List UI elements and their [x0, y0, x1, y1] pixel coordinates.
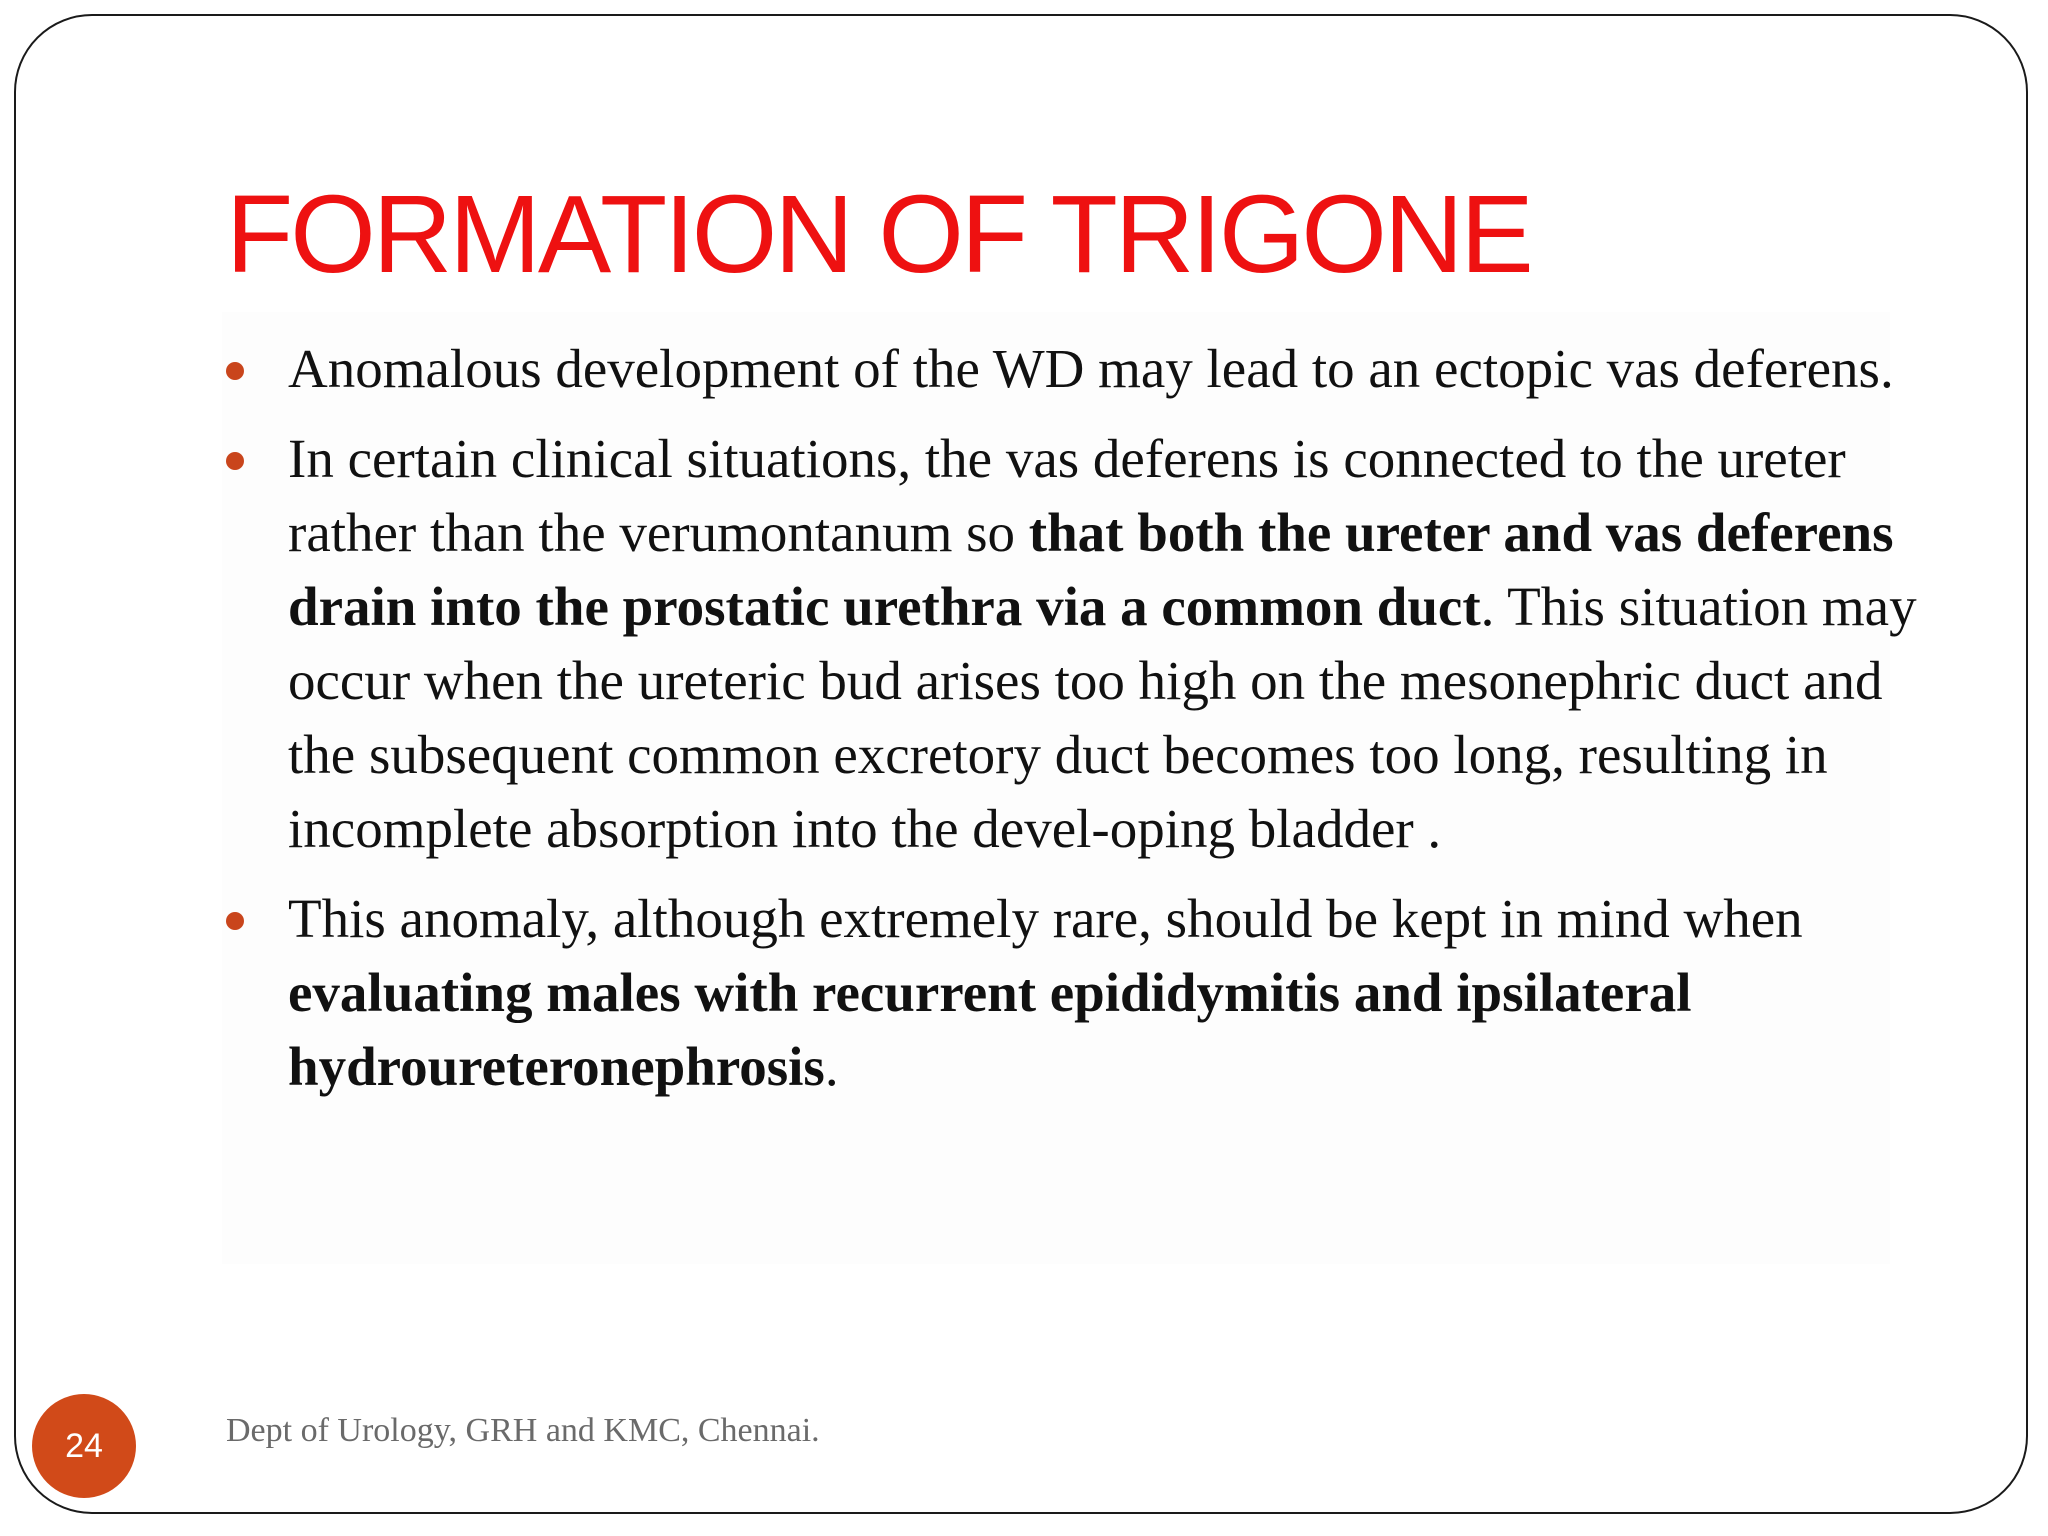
bullet-run: . This situation may occur when the ureteric bud arises too high on the mesonephric duct and the subsequent common excretory duct becomes too long, resulting in incomplete absorption into the devel-oping bladder . — [288, 576, 1917, 859]
bullet-run: . — [824, 1036, 839, 1097]
page-number-badge — [32, 1394, 136, 1498]
slide-title: FORMATION OF TRIGONE — [226, 173, 1531, 296]
bullet-dot-icon — [226, 362, 244, 380]
bullet-text — [288, 888, 1803, 1097]
bullet-bold-run: that both the ureter and vas deferens drain into the prostatic urethra via a common duct — [288, 502, 1894, 637]
bullet-dot-icon — [226, 912, 244, 930]
bullet-run: This anomaly, although extremely rare, should be kept in mind when — [288, 888, 1803, 949]
bullet-dot-icon — [226, 452, 244, 470]
bullet-text — [288, 428, 1917, 859]
bullet-item — [226, 332, 1926, 406]
bullet-text — [288, 338, 1894, 399]
bullet-list — [226, 332, 1926, 1120]
bullet-item — [226, 882, 1926, 1104]
bullet-run: Anomalous development of the WD may lead to an ectopic vas deferens. — [288, 338, 1894, 399]
page-number: 24 — [65, 1426, 103, 1465]
footer-text: Dept of Urology, GRH and KMC, Chennai. — [226, 1412, 820, 1449]
bullet-bold-run: evaluating males with recurrent epididymitis and ipsilateral hydroureteronephrosis — [288, 962, 1692, 1097]
bullet-run: In certain clinical situations, the vas deferens is connected to the ureter rather than the verumontanum so — [288, 428, 1846, 563]
bullet-item — [226, 422, 1926, 866]
